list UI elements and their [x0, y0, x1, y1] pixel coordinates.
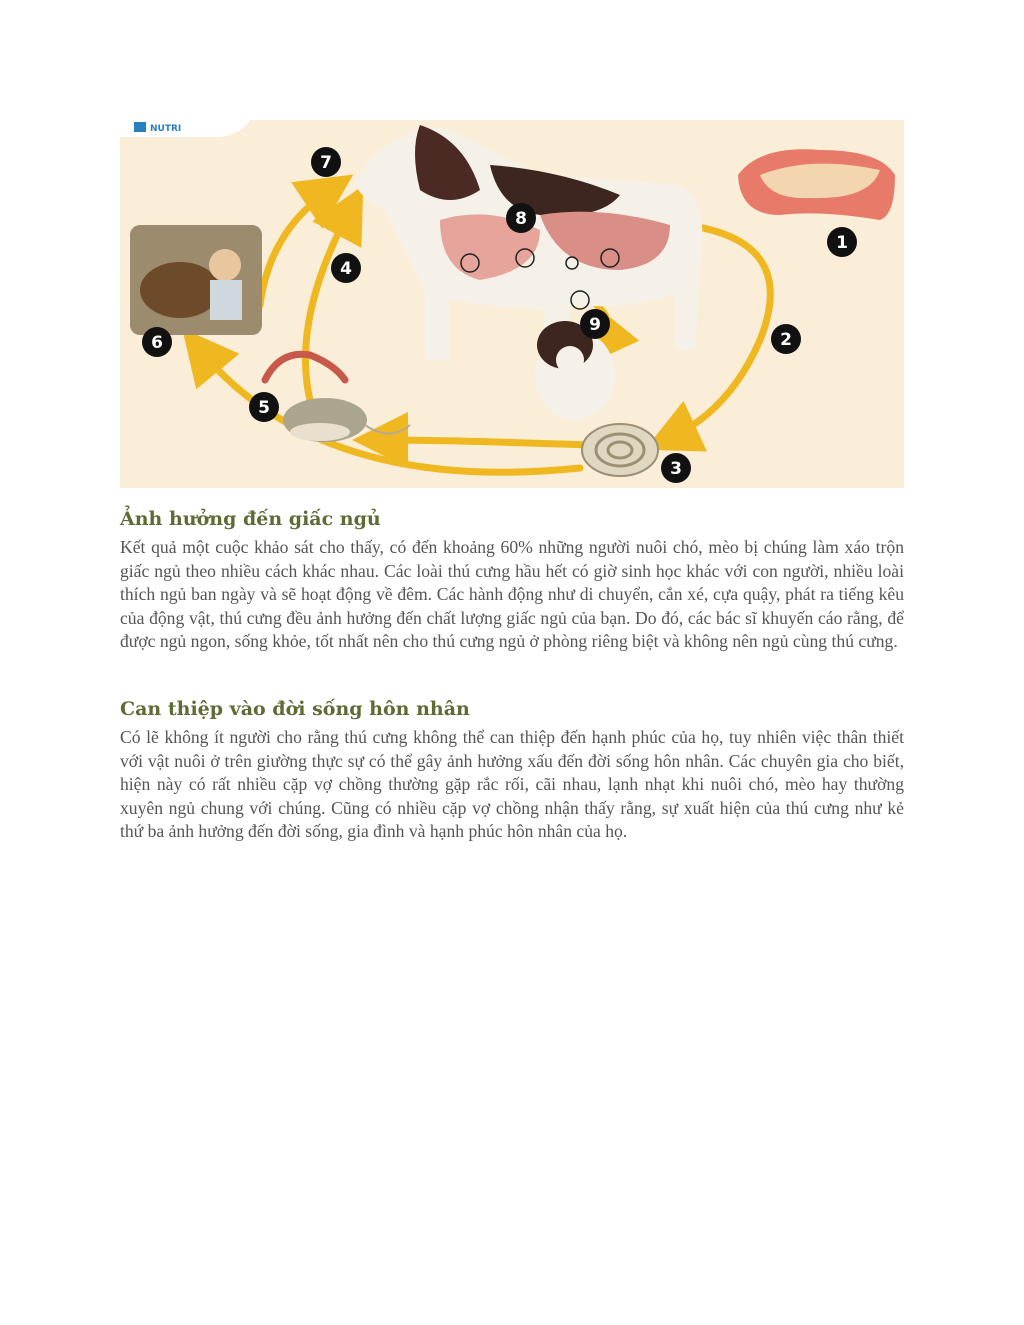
arrow-3-to-5 [380, 440, 590, 445]
step-badge-7 [311, 147, 341, 177]
step-badge-6 [142, 327, 172, 357]
child-with-dog-photo [130, 225, 262, 335]
svg-text:6: 6 [151, 333, 163, 353]
lifecycle-diagram [120, 120, 904, 488]
dog-illustration [355, 125, 703, 382]
section-marriage [120, 696, 904, 844]
svg-text:3: 3 [670, 459, 682, 479]
step-badge-1 [827, 227, 857, 257]
section-sleep [120, 506, 904, 654]
step-badge-5 [249, 392, 279, 422]
brand-logo [120, 120, 250, 137]
step-badge-9 [580, 309, 610, 339]
svg-text:8: 8 [515, 209, 527, 229]
coiled-larva-illustration [582, 424, 658, 476]
step-badge-4 [331, 253, 361, 283]
svg-text:2: 2 [780, 330, 792, 350]
intestine-illustration [738, 149, 895, 220]
mouse-illustration [283, 398, 410, 442]
step-badge-8 [506, 203, 536, 233]
svg-text:5: 5 [258, 398, 270, 418]
svg-text:1: 1 [836, 233, 848, 253]
step-badge-3 [661, 453, 691, 483]
logo-text: NUTRI [150, 124, 182, 134]
svg-text:4: 4 [340, 259, 352, 279]
section-body: Có lẽ không ít người cho rằng thú cưng không thể can thiệp đến hạnh phúc của họ, tuy nhiên việc thân thiết với vật nuôi ở trên giường thực sự có thể gây ảnh hưởng xấu đến đời sống hôn nhân. Các chuyên gia cho biết, hiện này có rất nhiều cặp vợ chồng thường gặp rắc rối, cãi nhau, lạnh nhạt khi nuôi chó, mèo hay thường xuyên ngủ chung với chúng. Cũng có nhiều cặp vợ chồng nhận thấy rằng, sự xuất hiện của thú cưng như kẻ thứ ba ảnh hưởng đến đời sống, gia đình và hạnh phúc hôn nhân của họ. [120, 727, 904, 841]
section-body: Kết quả một cuộc khảo sát cho thấy, có đến khoảng 60% những người nuôi chó, mèo bị chúng làm xáo trộn giấc ngủ theo nhiều cách khác nhau. Các loài thú cưng hầu hết có giờ sinh học khác với con người, nhiều loài thích ngủ ban ngày và sẽ hoạt động về đêm. Các hành động như di chuyển, cắn xé, cựa quậy, phát ra tiếng kêu của động vật, thú cưng đều ảnh hưởng đến chất lượng giấc ngủ của bạn. Do đó, các bác sĩ khuyến cáo rằng, để được ngủ ngon, sống khỏe, tốt nhất nên cho thú cưng ngủ ở phòng riêng biệt và không nên ngủ cùng thú cưng. [120, 537, 904, 651]
parasite-lifecycle-illustration [120, 120, 904, 488]
svg-text:7: 7 [320, 153, 332, 173]
section-heading: Ảnh hưởng đến giấc ngủ [120, 508, 381, 530]
svg-text:9: 9 [589, 315, 601, 335]
arrow-5-to-7 [305, 210, 350, 430]
step-badge-2 [771, 324, 801, 354]
section-heading: Can thiệp vào đời sống hôn nhân [120, 698, 470, 720]
